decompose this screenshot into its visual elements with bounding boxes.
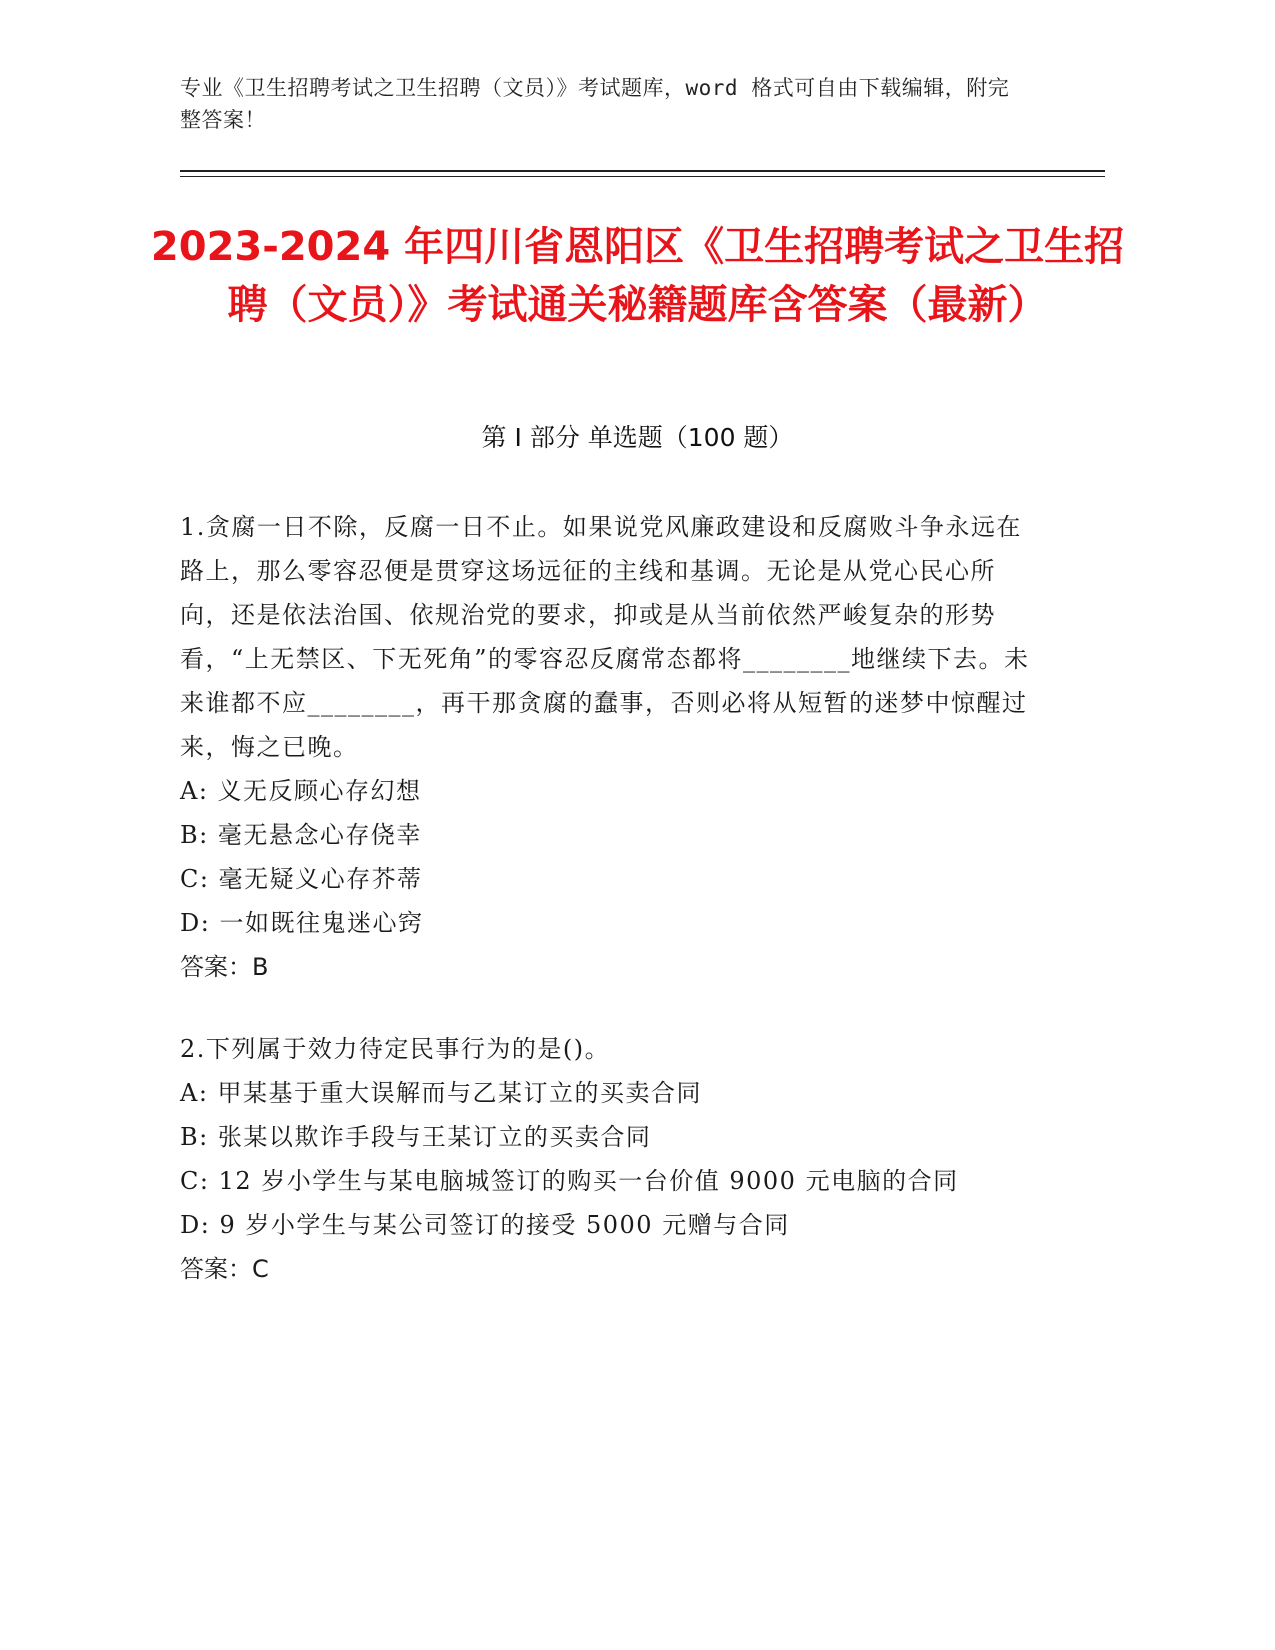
option-d: D: 一如既往鬼迷心窍 [180, 909, 424, 937]
question-stem: 2.下列属于效力待定民事行为的是()。 [180, 1035, 611, 1063]
header-rule-thick [180, 170, 1105, 172]
option-b: B: 毫无悬念心存侥幸 [180, 821, 422, 849]
option-a: A: 甲某基于重大误解而与乙某订立的买卖合同 [180, 1079, 703, 1107]
question-stem: 1.贪腐一日不除，反腐一日不止。如果说党风廉政建设和反腐败斗争永远在路上，那么零容忍便是贯穿这场远征的主线和基调。无论是从党心民心所向，还是依法治国、依规治党的要求，抑或是从当前依然严峻复杂的形势看，“上无禁区、下无死角”的零容忍反腐常态都将________地继续下去。未来谁都不应________，再干那贪腐的蠢事，否则必将从短暂的迷梦中惊醒过来，悔之已晚。 [180, 513, 1030, 761]
document-title: 2023-2024 年四川省恩阳区《卫生招聘考试之卫生招聘（文员）》考试通关秘籍题库含答案（最新） [150, 224, 1125, 328]
option-c: C: 毫无疑义心存芥蒂 [180, 865, 423, 893]
section-title: 第 I 部分 单选题（100 题） [481, 423, 794, 452]
answer-line: 答案：C [180, 1255, 269, 1283]
option-c: C: 12 岁小学生与某电脑城签订的购买一台价值 9000 元电脑的合同 [180, 1167, 959, 1195]
header-rule-thin [180, 176, 1105, 177]
option-b: B: 张某以欺诈手段与王某订立的买卖合同 [180, 1123, 652, 1151]
question-2 [180, 1027, 1030, 1291]
answer-line: 答案：B [180, 953, 269, 981]
question-1 [180, 505, 1030, 989]
header-note: 专业《卫生招聘考试之卫生招聘（文员）》考试题库，word 格式可自由下载编辑，附完整答案！ [180, 76, 1010, 132]
option-a: A: 义无反顾心存幻想 [180, 777, 422, 805]
option-d: D: 9 岁小学生与某公司签订的接受 5000 元赠与合同 [180, 1211, 790, 1239]
